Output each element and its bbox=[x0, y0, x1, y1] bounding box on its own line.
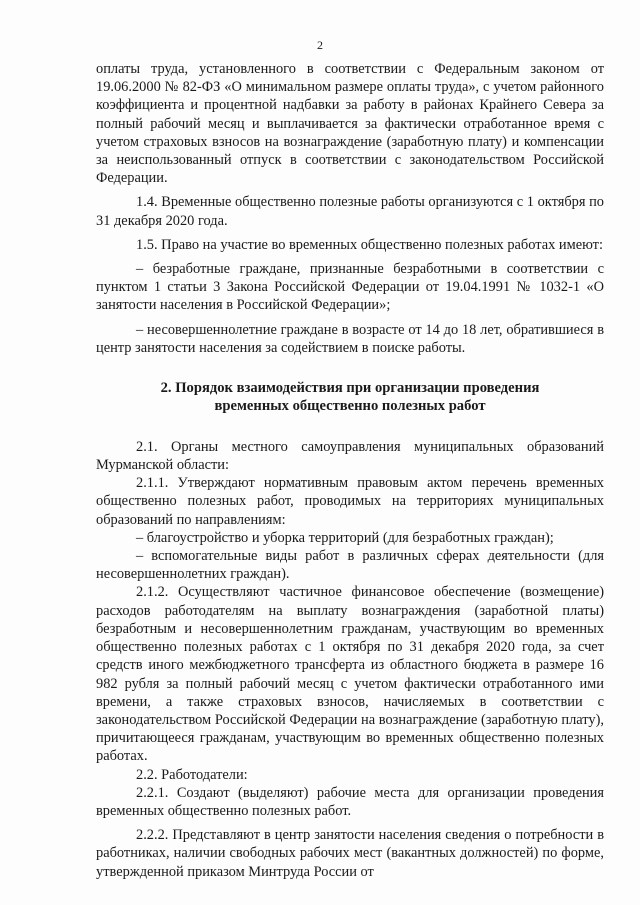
paragraph-2-1-1: 2.1.1. Утверждают нормативным правовым актом перечень временных общественно полезных работ, проводимых на территориях муниципальных образований по направлениям: bbox=[96, 475, 604, 528]
list-item-minors: – несовершеннолетние граждане в возрасте от 14 до 18 лет, обратившиеся в центр занятости населения за содействием в поиске работы. bbox=[96, 321, 604, 356]
paragraph-2-1: 2.1. Органы местного самоуправления муниципальных образований Мурманской области: bbox=[96, 438, 604, 474]
paragraph-1-5: 1.5. Право на участие во временных общественно полезных работах имеют: bbox=[136, 236, 603, 253]
document-body bbox=[96, 60, 604, 881]
section-2-heading-line-1: 2. Порядок взаимодействия при организации проведения bbox=[160, 380, 540, 397]
paragraph-2-2-2: 2.2.2. Представляют в центр занятости населения сведения о потребности в работниках, наличии свободных рабочих мест (вакантных должностей) по форме, утвержденной приказом Минтруда России от bbox=[96, 827, 604, 880]
list-item-unemployed: – безработные граждане, признанные безработными в соответствии с пунктом 1 статьи 3 Закона Российской Федерации от 19.04.1991 № 1032-1 «О занятости населения в Российской Федерации»; bbox=[96, 261, 604, 314]
list-item-landscaping: – благоустройство и уборка территорий (для безработных граждан); bbox=[136, 529, 554, 546]
paragraph-2-1-2: 2.1.2. Осуществляют частичное финансовое обеспечение (возмещение) расходов работодателям на выплату вознаграждения (заработной платы) безработным и несовершеннолетним гражданам, участвующим во временных общественно полезных работах с 1 октября по 31 декабря 2020 года, за счет средств иного межбюджетного трансферта из областного бюджета в размере 16 982 рубля за полный рабочий месяц с учетом фактически отработанного ими времени, а также страховых взносов, начисляемых в соответствии с законодательством Российской Федерации на вознаграждение (заработную плату), причитающееся гражданам, участвующим во временных общественно полезных работах. bbox=[96, 584, 604, 765]
paragraph-continuation: оплаты труда, установленного в соответствии с Федеральным законом от 19.06.2000 № 82-ФЗ «О минимальном размере оплаты труда», с учетом районного коэффициента и процентной надбавки за работу в районах Крайнего Севера за полный рабочий месяц и выплачивается за фактически отработанное время с учетом страховых взносов на вознаграждение (заработную плату) и компенсации за неиспользованный отпуск в соответствии с законодательством Российской Федерации. bbox=[96, 61, 604, 187]
paragraph-2-2: 2.2. Работодатели: bbox=[136, 766, 248, 783]
section-2-heading-line-2: временных общественно полезных работ bbox=[214, 398, 486, 415]
paragraph-2-2-1: 2.2.1. Создают (выделяют) рабочие места для организации проведения временных общественно полезных работ. bbox=[96, 784, 604, 819]
section-2-heading bbox=[96, 379, 604, 416]
paragraph-1-4: 1.4. Временные общественно полезные работы организуются с 1 октября по 31 декабря 2020 года. bbox=[96, 194, 604, 229]
page-number: 2 bbox=[317, 38, 323, 52]
list-item-auxiliary-work: – вспомогательные виды работ в различных сферах деятельности (для несовершеннолетних граждан). bbox=[96, 548, 604, 583]
